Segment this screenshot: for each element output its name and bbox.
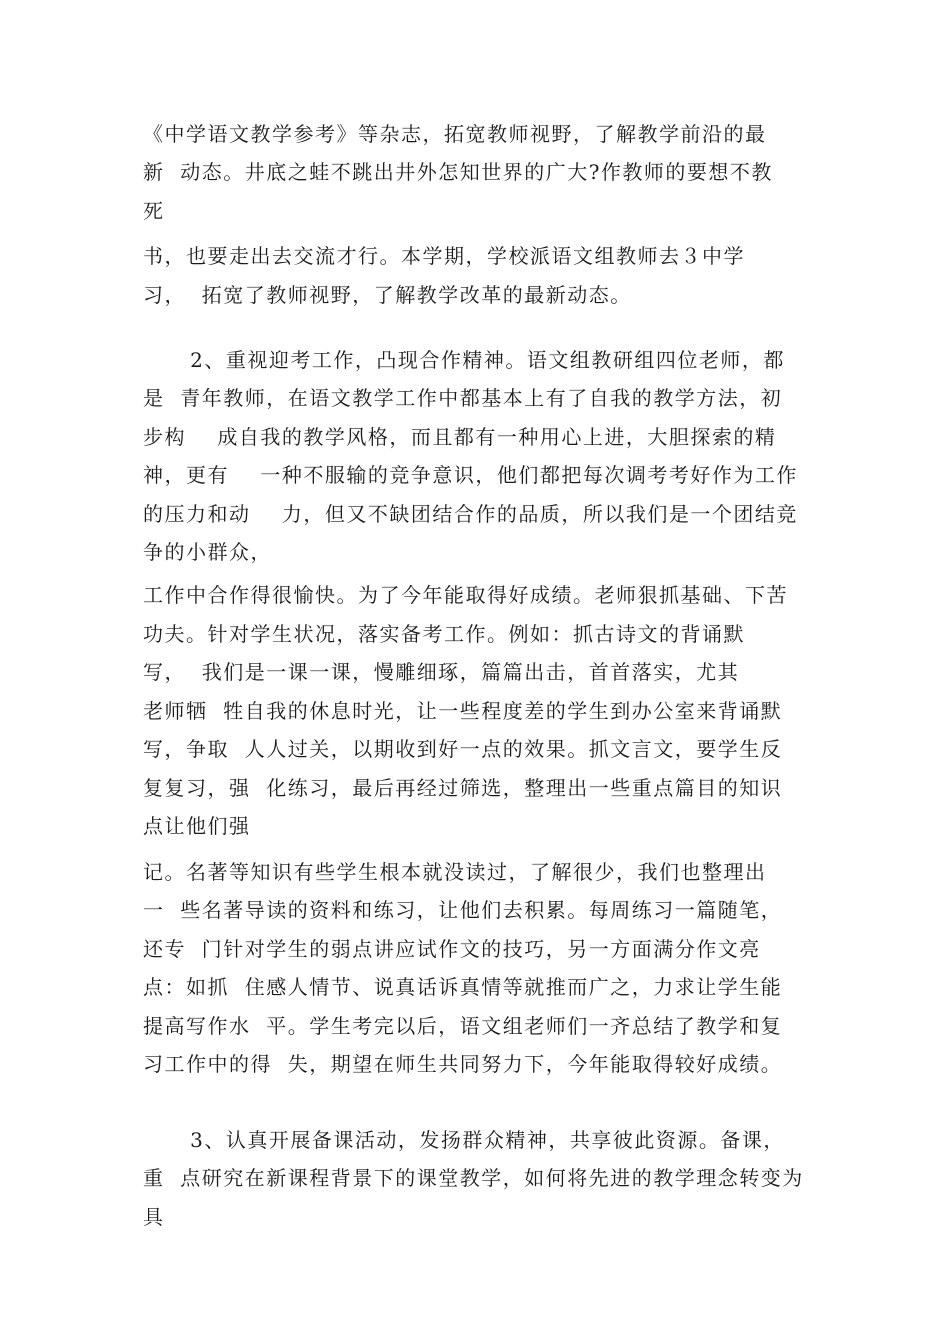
text-line: 争的小群众， bbox=[143, 540, 272, 564]
text-line: 步构 成自我的教学风格，而且都有一种用心上进，大胆探索的精 bbox=[143, 425, 777, 449]
text-line: 记。名著等知识有些学生根本就没读过，了解很少，我们也整理出 bbox=[143, 860, 767, 884]
text-line: 死 bbox=[143, 199, 165, 223]
text-line: 点让他们强 bbox=[143, 814, 251, 838]
text-line: 《中学语文教学参考》等杂志，拓宽教师视野，了解教学前沿的最 bbox=[143, 122, 767, 146]
text-line: 是 青年教师，在语文教学工作中都基本上有了自我的教学方法，初 bbox=[143, 386, 783, 410]
text-line: 习， 拓宽了教师视野，了解教学改革的最新动态。 bbox=[143, 283, 632, 307]
text-line: 具 bbox=[143, 1205, 165, 1229]
text-line: 新 动态。井底之蛙不跳出井外怎知世界的广大?作教师的要想不教 bbox=[143, 160, 773, 184]
text-line: 写， 我们是一课一课，慢雕细琢，篇篇出击，首首落实，尤其 bbox=[143, 660, 740, 684]
text-line: 2、重视迎考工作，凸现合作精神。语文组教研组四位老师，都 bbox=[143, 348, 785, 372]
text-line: 老师牺 牲自我的休息时光，让一些程度差的学生到办公室来背诵默 bbox=[143, 699, 783, 723]
text-line: 功夫。针对学生状况，落实备考工作。例如：抓古诗文的背诵默 bbox=[143, 622, 745, 646]
text-line: 神，更有 一种不服输的竞争意识，他们都把每次调考考好作为工作 bbox=[143, 463, 798, 487]
text-line: 一 些名著导读的资料和练习，让他们去积累。每周练习一篇随笔， bbox=[143, 898, 783, 922]
text-line: 提高写作水 平。学生考完以后，语文组老师们一齐总结了教学和复 bbox=[143, 1014, 783, 1038]
text-line: 点：如抓 住感人情节、说真话诉真情等就推而广之，力求让学生能 bbox=[143, 975, 783, 999]
text-line: 3、认真开展备课活动，发扬群众精神，共享彼此资源。备课， bbox=[143, 1128, 785, 1152]
text-line: 重 点研究在新课程背景下的课堂教学，如何将先进的教学理念转变为 bbox=[143, 1166, 804, 1190]
text-line: 复复习，强 化练习，最后再经过筛选，整理出一些重点篇目的知识 bbox=[143, 776, 783, 800]
text-line: 工作中合作得很愉快。为了今年能取得好成绩。老师狠抓基础、下苦 bbox=[143, 583, 788, 607]
text-line: 习工作中的得 失，期望在师生共同努力下，今年能取得较好成绩。 bbox=[143, 1052, 783, 1076]
text-line: 的压力和动 力，但又不缺团结合作的品质，所以我们是一个团结竞 bbox=[143, 502, 798, 526]
text-line: 还专 门针对学生的弱点讲应试作文的技巧，另一方面满分作文亮 bbox=[143, 937, 761, 961]
text-line: 书，也要走出去交流才行。本学期，学校派语文组教师去３中学 bbox=[143, 244, 745, 268]
text-line: 写，争取 人人过关，以期收到好一点的效果。抓文言文，要学生反 bbox=[143, 737, 783, 761]
